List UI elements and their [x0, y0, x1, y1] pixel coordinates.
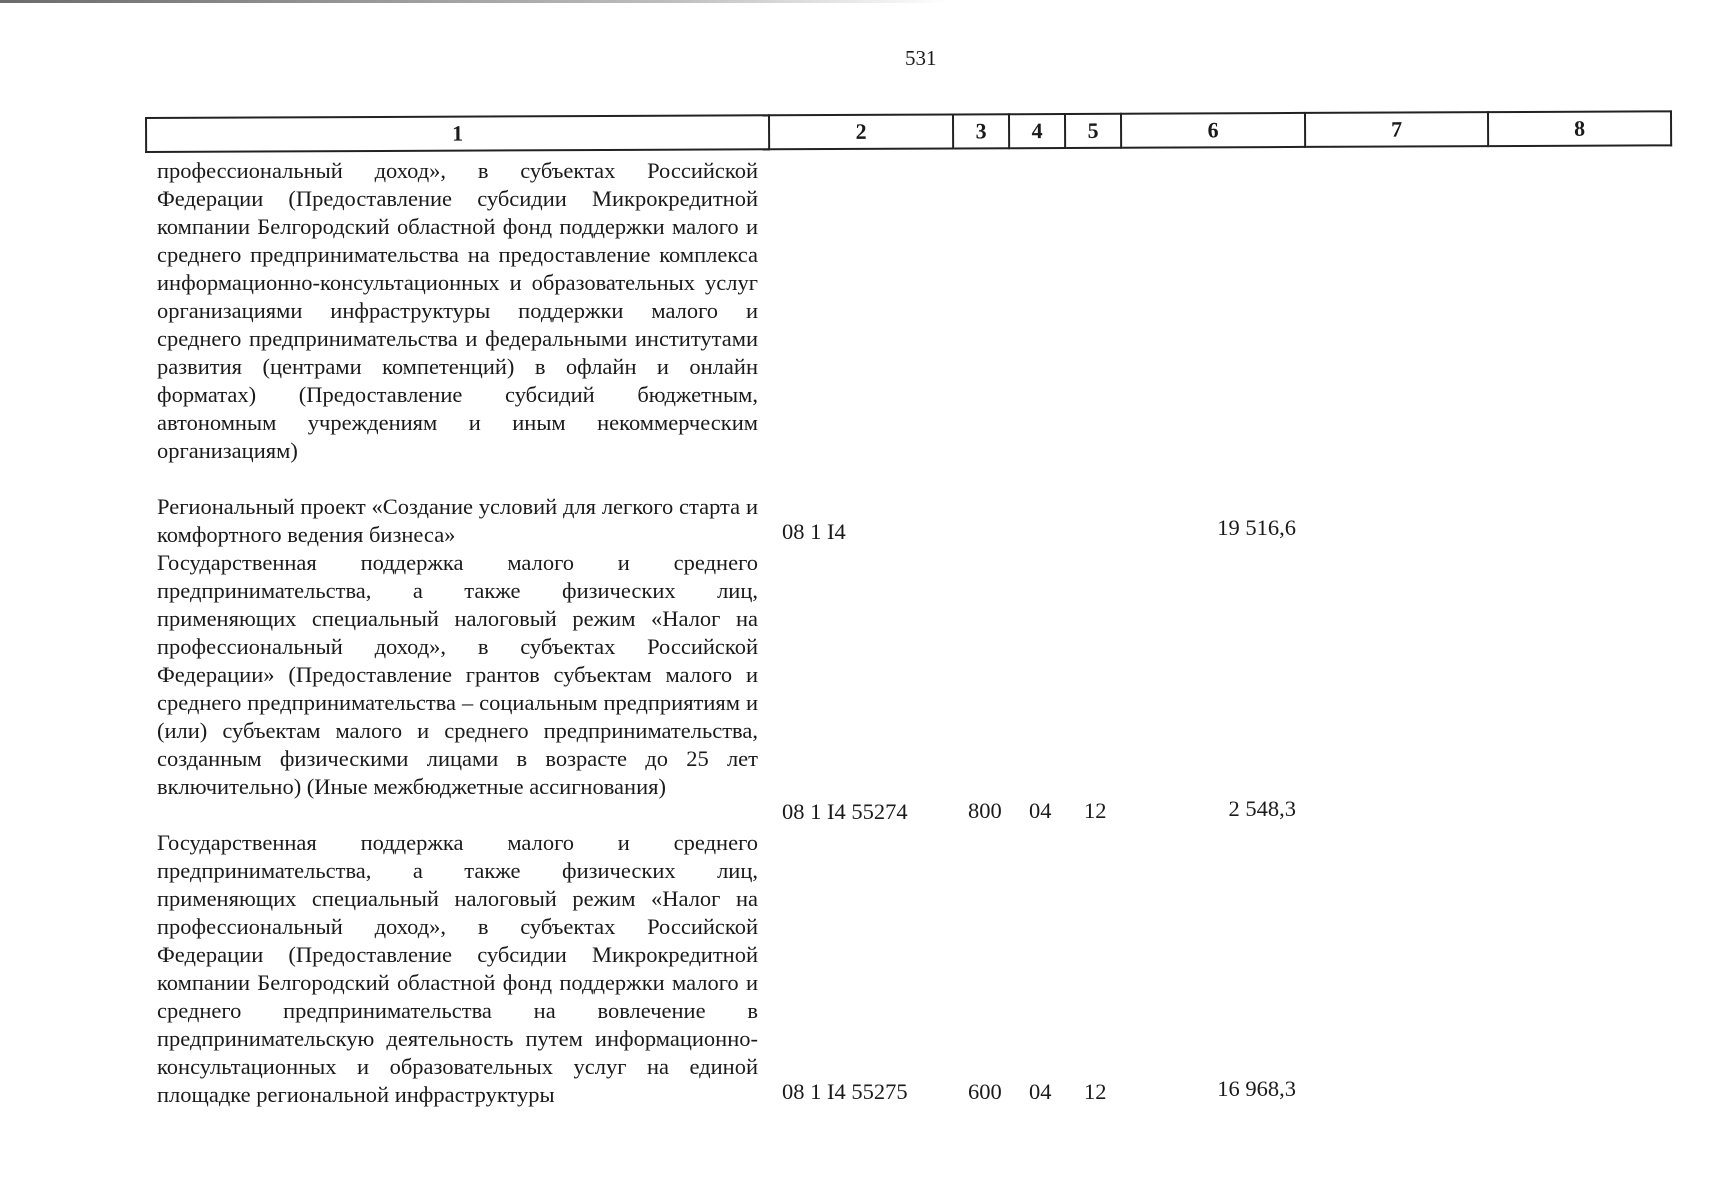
- row-description: Региональный проект «Создание условий для легкого старта и комфортного ведения бизнеса»: [157, 494, 758, 547]
- page-number: 531: [905, 46, 937, 70]
- column-header-5: 5: [1065, 114, 1121, 148]
- row-code: 08 1 I4 55274: [782, 799, 908, 824]
- row-amount: 16 968,3: [1217, 1076, 1296, 1101]
- row-description: Государственная поддержка малого и среднего предпринимательства, а также физических лиц, применяющих специальный налоговый режим «Налог на профессиональный доход», в субъектах Российской Федерации (Предоставление субсидии Микрокредитной компании Белгородский областной фонд поддержки малого и среднего предпринимательства на вовлечение в предпринимательскую деятельность путем информационно-консультационных и образовательных услуг на единой площадке региональной инфраструктуры: [157, 830, 758, 1107]
- column-header-4: 4: [1009, 114, 1065, 148]
- column-header-1: 1: [146, 115, 769, 152]
- row-col4: 04: [1029, 798, 1052, 823]
- row-code: 08 1 I4: [782, 519, 846, 544]
- column-header-row: [145, 110, 1672, 153]
- column-header-2: 2: [769, 114, 953, 149]
- row-col3: 800: [968, 798, 1002, 823]
- row-description: профессиональный доход», в субъектах Российской Федерации (Предоставление субсидии Микрокредитной компании Белгородский областной фонд поддержки малого и среднего предпринимательства на предоставление комплекса информационно-консультационных и образовательных услуг организациями инфраструктуры поддержки малого и среднего предпринимательства и федеральными институтами развития (центрами компетенций) в офлайн и онлайн форматах) (Предоставление субсидий бюджетным, автономным учреждениям и иным некоммерческим организациям): [157, 158, 758, 463]
- column-header-3: 3: [953, 114, 1009, 148]
- row-description: Государственная поддержка малого и среднего предпринимательства, а также физических лиц, применяющих специальный налоговый режим «Налог на профессиональный доход», в субъектах Российской Федерации» (Предоставление грантов субъектам малого и среднего предпринимательства – социальным предприятиям и (или) субъектам малого и среднего предпринимательства, созданным физическими лицами в возрасте до 25 лет включительно) (Иные межбюджетные ассигнования): [157, 550, 758, 799]
- scan-edge: [0, 0, 950, 3]
- row-amount: 2 548,3: [1228, 796, 1296, 821]
- row-col5: 12: [1084, 798, 1107, 823]
- row-amount: 19 516,6: [1217, 515, 1296, 540]
- row-col3: 600: [968, 1079, 1002, 1104]
- column-header-6: 6: [1121, 113, 1305, 148]
- column-header-8: 8: [1488, 111, 1671, 146]
- column-header-7: 7: [1305, 112, 1488, 147]
- row-col5: 12: [1084, 1079, 1107, 1104]
- row-code: 08 1 I4 55275: [782, 1079, 908, 1104]
- row-col4: 04: [1029, 1079, 1052, 1104]
